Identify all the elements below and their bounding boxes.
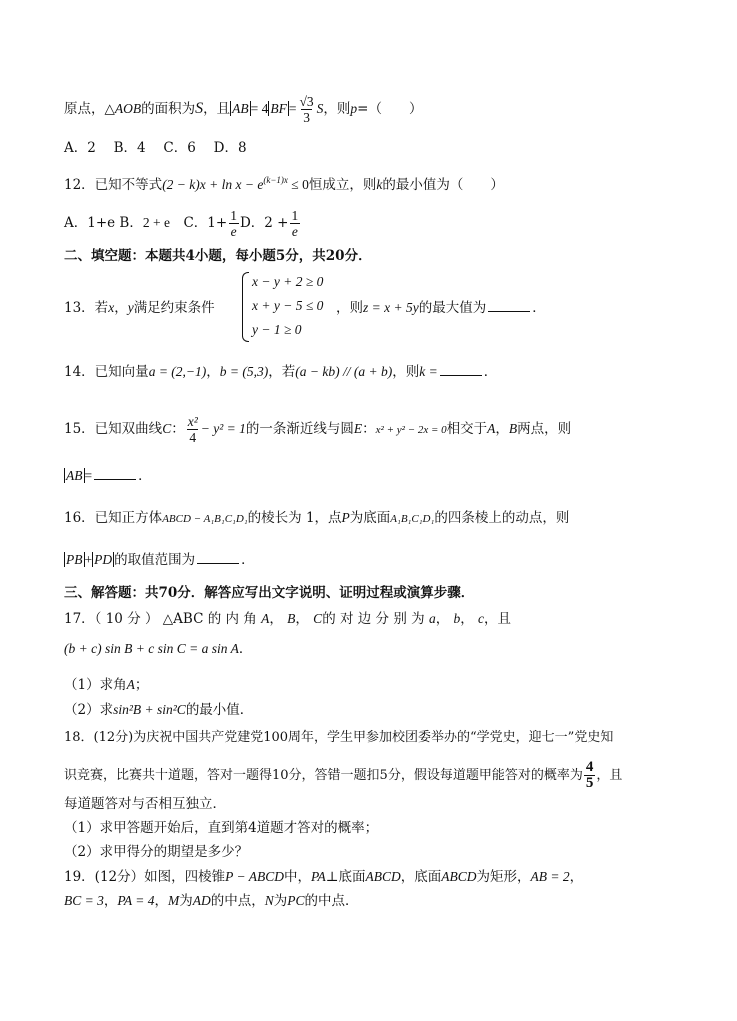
math: A (487, 421, 496, 436)
text: ，底面 (400, 869, 442, 885)
math: PC (287, 893, 305, 908)
text: 19．(12分）如图，四棱锥 (64, 869, 226, 885)
text: ⊥底面 (325, 869, 366, 885)
text: ， (114, 300, 128, 316)
text: D．2 + (239, 215, 289, 231)
text: 相交于 (446, 421, 488, 437)
q17-part2 (64, 700, 253, 720)
text: 原点， (64, 101, 105, 117)
q15-line-2 (64, 466, 152, 486)
math: PA (311, 869, 326, 884)
text: ． (241, 552, 255, 568)
text: ， (295, 611, 309, 627)
fraction (584, 760, 596, 791)
text: ， (569, 869, 584, 885)
math: b (453, 611, 461, 626)
numerator: 1 (230, 208, 237, 223)
text: =（ ） (357, 101, 423, 117)
text: 16．已知正方体 (64, 510, 163, 526)
q17-equation (64, 639, 252, 659)
q18-part1: （1）求甲答题开始后，直到第4道题才答对的概率； (64, 820, 379, 836)
q11-tail-line (64, 94, 422, 125)
math: ABCD − A₁B₁C₁D₁ (162, 513, 248, 525)
math: P − ABCD (225, 869, 284, 884)
math: ABCD (365, 869, 401, 884)
math: p (350, 101, 358, 116)
text: ． (138, 468, 152, 484)
answer-blank (488, 299, 530, 312)
text: ； (134, 677, 149, 693)
math: C (162, 421, 172, 436)
q13-line-tail (336, 298, 546, 318)
text: ： (362, 421, 376, 437)
text: 13．若 (64, 300, 109, 316)
text: 的 对 边 分 别 为 (322, 611, 425, 627)
text: ，且 (596, 768, 623, 783)
math: a (428, 611, 436, 626)
math: x² + y² − 2x = 0 (375, 424, 447, 436)
brace (242, 272, 249, 342)
text: 的最小值． (185, 702, 254, 718)
math: k = (419, 364, 438, 379)
abs-pb: PB (66, 552, 83, 567)
text: 17．（ 10 分 ） △ABC 的 内 角 (64, 611, 257, 627)
abs-ab: AB (66, 468, 83, 483)
q13-line (64, 298, 215, 318)
text: 为 (179, 893, 193, 909)
math: E (353, 421, 363, 436)
q14-line (64, 362, 497, 382)
q18-line-2 (64, 760, 622, 791)
math: PA = 4 (117, 893, 155, 908)
math: B (287, 611, 296, 626)
abs-pd: PD (94, 552, 113, 567)
q16-line (64, 508, 569, 529)
text: ： (171, 421, 185, 437)
text: ， (460, 611, 474, 627)
math: △AOB (104, 101, 142, 116)
text: 14．已知向量 (64, 364, 149, 380)
denominator: 5 (585, 775, 594, 791)
text: 的棱长为 1，点 (247, 510, 342, 526)
q18-part2: （2）求甲得分的期望是多少？ (64, 844, 249, 860)
text: 15．已知双曲线 (64, 421, 163, 437)
q17-line (64, 609, 511, 629)
vector-a: a = (2,−1) (148, 364, 207, 379)
text: ， (435, 611, 450, 627)
math: A (126, 677, 135, 692)
text: 为底面 (349, 510, 391, 526)
text: ． (483, 364, 498, 380)
answer-blank (197, 551, 239, 564)
fraction (186, 414, 200, 445)
text: 的四条棱上的动点，则 (434, 510, 570, 526)
text: ． (532, 300, 546, 316)
math: AB = 2 (530, 869, 570, 884)
text: 12．已知不等式 (64, 177, 163, 193)
text: 为 (273, 893, 288, 909)
math: = (288, 101, 297, 116)
math: + (84, 552, 93, 567)
q16-line-2 (64, 550, 255, 570)
math: S (195, 100, 204, 117)
q12-options (64, 208, 301, 239)
answer-blank (94, 467, 136, 480)
numerator: √3 (299, 94, 314, 109)
text: 的最大值为 (418, 300, 487, 316)
math: B (508, 421, 518, 436)
denominator: 4 (189, 430, 197, 445)
math: c (478, 611, 485, 626)
math: (a − kb) // (a + b) (295, 364, 393, 379)
math: (b + c) sin B + c sin C = a sin A (64, 641, 239, 656)
text: ，则 (323, 101, 351, 117)
math: P (341, 510, 350, 525)
text: ，且 (484, 611, 512, 627)
text: ， (206, 364, 220, 380)
text: 的中点， (210, 893, 265, 909)
math: 2 + e (142, 215, 170, 230)
text: 的一条渐近线与圆 (245, 421, 354, 437)
section-solution-heading: 三、解答题：共70分．解答应写出文字说明、证明过程或演算步骤． (64, 585, 475, 601)
denominator: e (291, 224, 298, 239)
q19-line-2 (64, 891, 359, 911)
math: − y² = 1 (200, 421, 246, 436)
math: S (316, 101, 324, 116)
math: = (84, 468, 93, 483)
text: 的中点． (304, 893, 359, 909)
text: ， (154, 893, 168, 909)
q19-line-1 (64, 867, 583, 887)
abs-ab: AB (232, 101, 249, 116)
math: N (264, 893, 274, 908)
text: 恒成立，则 (308, 177, 377, 193)
text: （1）求角 (64, 677, 127, 693)
math: k (376, 177, 383, 192)
math-exponent: (k−1)x (263, 175, 288, 185)
math: A (261, 611, 270, 626)
q18-line-1: 18．(12分)为庆祝中国共产党建党100周年，学生甲参加校团委举办的“学党史，迎七一”党史知 (64, 730, 614, 745)
math: BC = 3 (64, 893, 104, 908)
text: ， (103, 893, 118, 909)
text: ， (269, 611, 283, 627)
text: ，则 (392, 364, 420, 380)
text: ． (238, 641, 253, 657)
math: M (168, 893, 180, 908)
fraction (228, 208, 239, 239)
text: 识竞赛，比赛共十道题，答对一题得10分，答错一题扣5分，假设每道题甲能答对的概率为 (64, 768, 583, 783)
text: 的面积为 (141, 101, 196, 117)
q18-line-3: 每道题答对与否相互独立． (64, 796, 226, 812)
q12-line (64, 170, 504, 195)
text: （2）求 (64, 702, 114, 718)
numerator: x² (187, 414, 198, 429)
math: ≤ 0 (287, 177, 309, 192)
numerator: 4 (585, 759, 594, 775)
numerator: 1 (291, 208, 299, 223)
math: y (127, 300, 134, 315)
math: A₁B₁C₁D₁ (390, 513, 435, 525)
text: C．1+ (169, 215, 228, 231)
q15-line (64, 414, 571, 445)
text: A．1+e B． (64, 215, 143, 231)
q17-part1 (64, 675, 148, 695)
text: ，且 (203, 101, 231, 117)
math: z = x + 5y (363, 300, 419, 315)
text: 为矩形， (476, 869, 531, 885)
constraint-2: x + y − 5 ≤ 0 (252, 298, 324, 313)
vector-b: b = (5,3) (219, 364, 269, 379)
math: (2 − k)x + ln x − e (162, 177, 264, 192)
text: 的最小值为（ ） (382, 177, 504, 193)
math: AD (192, 893, 211, 908)
text: 满足约束条件 (133, 300, 215, 316)
denominator: 3 (303, 110, 310, 125)
text: ， (495, 421, 509, 437)
abs-bf: BF (270, 101, 287, 116)
text: 中， (284, 869, 311, 885)
math: sin²B + sin²C (113, 702, 186, 717)
text: 两点，则 (517, 421, 572, 437)
q11-options: A．2 B．4 C．6 D．8 (64, 140, 247, 156)
text: ，若 (268, 364, 296, 380)
math: x (108, 300, 115, 315)
constraint-3: y − 1 ≥ 0 (252, 322, 302, 337)
constraint-1: x − y + 2 ≥ 0 (252, 274, 324, 289)
text: ，则 (336, 300, 363, 316)
fraction (298, 94, 316, 125)
text: 的取值范围为 (114, 552, 196, 568)
math: ABCD (441, 869, 477, 884)
denominator: e (230, 224, 237, 239)
math: = 4 (250, 101, 269, 116)
math: C (313, 611, 323, 626)
fraction (289, 208, 300, 239)
section-fill-in-heading: 二、填空题：本题共4小题，每小题5分，共20分． (64, 248, 372, 264)
answer-blank (440, 363, 482, 376)
